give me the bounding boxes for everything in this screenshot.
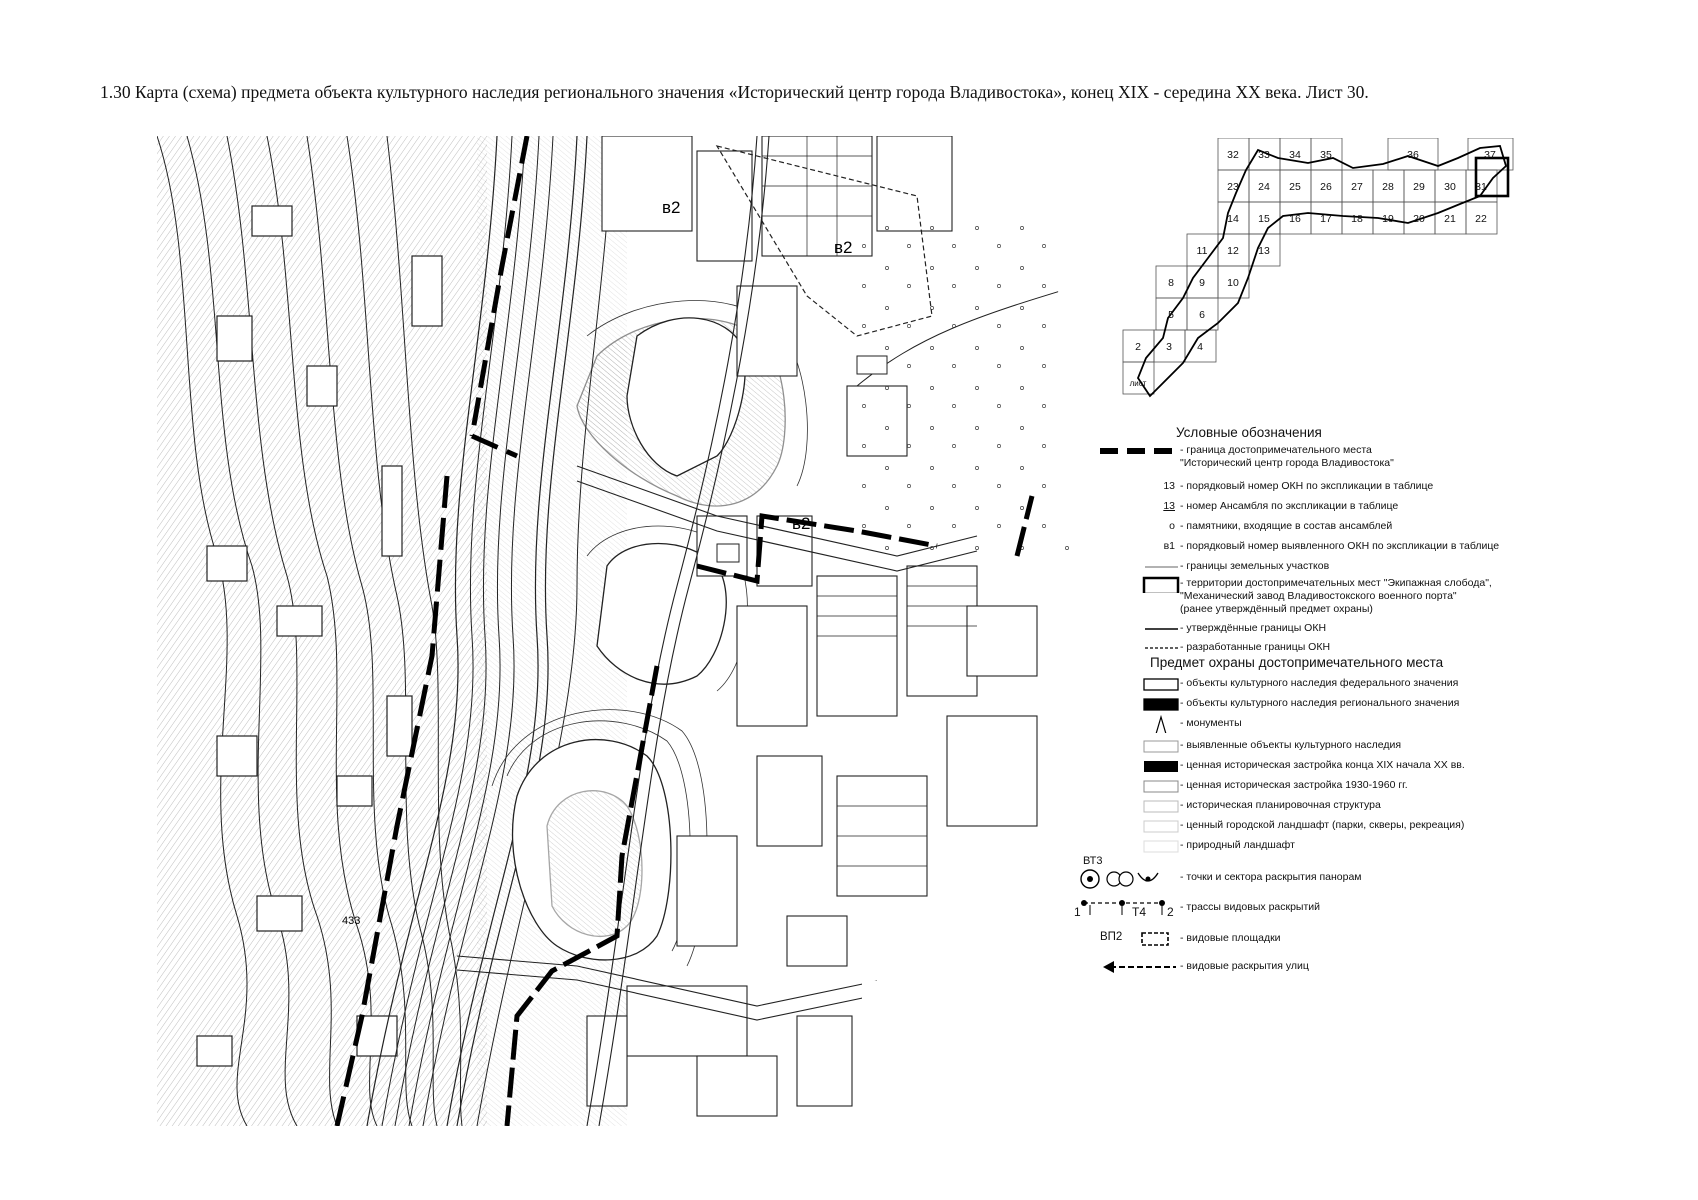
sheet-label-36: 36 xyxy=(1407,149,1419,161)
sheet-label-27: 27 xyxy=(1351,181,1363,193)
legend-label-approved-boundary: - утверждённые границы ОКН xyxy=(1180,622,1327,634)
sheet-label-5: 5 xyxy=(1168,309,1174,321)
legend-prefix-track-2: 2 xyxy=(1167,905,1174,919)
legend-label-natural-landscape: - природный ландшафт xyxy=(1180,839,1295,851)
legend-label-valuable-19c: - ценная историческая застройка конца XIX начала XX вв. xyxy=(1180,759,1465,771)
sheet-label-20: 20 xyxy=(1413,213,1425,225)
legend-label-land-plots: - границы земельных участков xyxy=(1180,560,1330,572)
legend-label-identified-heritage: - выявленные объекты культурного наследия xyxy=(1180,739,1402,751)
legend-symbol-thin-line xyxy=(1070,558,1180,576)
viewpoint-icon xyxy=(1070,867,1180,893)
legend-heading: Условные обозначения xyxy=(1176,425,1322,440)
sheet-label-6: 6 xyxy=(1199,309,1205,321)
legend-symbol-filled-box xyxy=(1070,695,1180,713)
legend-item-regional-okn xyxy=(1070,695,1630,713)
map-label-b2-center: в2 xyxy=(792,514,811,533)
legend-item-approved-boundary xyxy=(1070,620,1630,638)
sheet-label-21: 21 xyxy=(1444,213,1456,225)
sheet-label-31: 31 xyxy=(1475,181,1487,193)
legend-label-okn-number: - порядковый номер ОКН по экспликации в таблице xyxy=(1180,480,1434,492)
sheet-label-23: 23 xyxy=(1227,181,1239,193)
legend-prefix-13: 13 xyxy=(1163,480,1175,492)
legend-symbol-faintest-box xyxy=(1070,837,1180,855)
sheet-label-18: 18 xyxy=(1351,213,1363,225)
legend-label-sights-1: - территории достопримечательных мест "Экипажная слобода", xyxy=(1180,577,1492,589)
legend-item-urban-landscape xyxy=(1070,817,1630,835)
sheet-label-11: 11 xyxy=(1196,245,1208,257)
map-legend xyxy=(1070,415,1630,975)
sheet-index-map xyxy=(1108,138,1528,413)
map-label-433: 433 xyxy=(342,915,361,927)
legend-item-land-plots xyxy=(1070,558,1630,576)
sheet-label-33: 33 xyxy=(1258,149,1270,161)
legend-item-okn-number xyxy=(1070,478,1630,496)
legend-prefix-track-t4: Т4 xyxy=(1132,905,1147,919)
viewing-platform-icon xyxy=(1070,930,1180,948)
legend-prefix-circle: о xyxy=(1169,520,1175,532)
sheet-label-35: 35 xyxy=(1320,149,1332,161)
legend-label-sights-3: (ранее утверждённый предмет охраны) xyxy=(1180,603,1373,615)
legend-prefix-v1: в1 xyxy=(1163,540,1175,552)
sheet-label-34: 34 xyxy=(1289,149,1301,161)
sheet-label-19: 19 xyxy=(1382,213,1394,225)
legend-item-heritage-boundary xyxy=(1070,442,1630,469)
legend-item-valuable-19c xyxy=(1070,757,1630,775)
sheet-label-25: 25 xyxy=(1289,181,1301,193)
legend-item-ensemble-number xyxy=(1070,498,1630,516)
legend-label-identified-okn: - порядковый номер выявленного ОКН по экспликации в таблице xyxy=(1180,540,1500,552)
legend-symbol-pale-box xyxy=(1070,797,1180,815)
sheet-label-8: 8 xyxy=(1168,277,1174,289)
sheet-label-17: 17 xyxy=(1320,213,1332,225)
legend-label-ensemble-number: - номер Ансамбля по экспликации в таблице xyxy=(1180,500,1399,512)
hillside-terrain xyxy=(157,136,487,1126)
legend-label-federal-okn: - объекты культурного наследия федерального значения xyxy=(1180,677,1459,689)
sheet-label-10: 10 xyxy=(1227,277,1239,289)
legend-label-view-tracks: - трассы видовых раскрытий xyxy=(1180,901,1321,913)
sheet-label-corner: лист xyxy=(1129,379,1147,388)
legend-symbol-gray-box xyxy=(1070,777,1180,795)
triangle-icon xyxy=(1070,715,1180,733)
legend-label-valuable-1930: - ценная историческая застройка 1930-1960 гг. xyxy=(1180,779,1408,791)
legend-symbol-open-box xyxy=(1070,675,1180,693)
sheet-label-26: 26 xyxy=(1320,181,1332,193)
legend-label-developed-boundary: - разработанные границы ОКН xyxy=(1180,641,1331,653)
legend-prefix-vp2: ВП2 xyxy=(1100,931,1123,943)
legend-item-sights-territories xyxy=(1070,575,1630,615)
legend-label-street-views: - видовые раскрытия улиц xyxy=(1180,960,1309,972)
sheet-label-22: 22 xyxy=(1475,213,1487,225)
legend-label-urban-landscape: - ценный городской ландшафт (парки, скверы, рекреация) xyxy=(1180,819,1465,831)
legend-item-federal-okn xyxy=(1070,675,1630,693)
legend-item-view-tracks xyxy=(1070,895,1630,925)
legend-label-sights-2: "Механический завод Владивостокского военного порта" xyxy=(1180,590,1457,602)
sheet-label-13: 13 xyxy=(1258,245,1270,257)
legend-item-viewing-platforms xyxy=(1070,930,1630,948)
legend-label-panorama-points: - точки и сектора раскрытия панорам xyxy=(1180,871,1362,883)
sheet-label-15: 15 xyxy=(1258,213,1270,225)
legend-symbol-black-bar xyxy=(1070,757,1180,775)
sheet-label-16: 16 xyxy=(1289,213,1301,225)
legend-item-panorama-points xyxy=(1070,855,1630,895)
legend-symbol-faint-box xyxy=(1070,817,1180,835)
sheet-label-2: 2 xyxy=(1135,341,1141,353)
arrow-left-icon xyxy=(1070,958,1180,976)
legend-prefix-track-1: 1 xyxy=(1074,905,1081,919)
sheet-label-29: 29 xyxy=(1413,181,1425,193)
legend-label-boundary-2: "Исторический центр города Владивостока" xyxy=(1180,457,1394,469)
legend-label-viewing-platforms: - видовые площадки xyxy=(1180,932,1281,944)
legend-prefix-vt3: ВТ3 xyxy=(1083,855,1103,867)
legend-symbol-light-box xyxy=(1070,737,1180,755)
legend-item-valuable-1930 xyxy=(1070,777,1630,795)
legend-item-monuments xyxy=(1070,715,1630,733)
legend-item-ensemble-monuments xyxy=(1070,518,1630,536)
legend-prefix-13-underlined: 13 xyxy=(1163,500,1175,512)
map-label-b2-east: в2 xyxy=(834,238,853,257)
legend-label-ensemble-monuments: - памятники, входящие в состав ансамблей xyxy=(1180,520,1393,532)
legend-symbol-thick-dashed xyxy=(1070,442,1180,460)
sheet-label-32: 32 xyxy=(1227,149,1239,161)
sheet-label-9: 9 xyxy=(1199,277,1205,289)
legend-symbol-double-rect xyxy=(1070,575,1180,593)
sheet-label-4: 4 xyxy=(1197,341,1203,353)
legend-item-identified-heritage xyxy=(1070,737,1630,755)
sheet-label-14: 14 xyxy=(1227,213,1239,225)
cadastral-map[interactable] xyxy=(157,136,1077,1126)
sea-area xyxy=(857,226,1077,556)
sheet-label-30: 30 xyxy=(1444,181,1456,193)
legend-item-street-views xyxy=(1070,958,1630,976)
sheet-label-3: 3 xyxy=(1166,341,1172,353)
legend-item-identified-okn xyxy=(1070,538,1630,556)
view-track-icon xyxy=(1070,895,1180,925)
legend-label-regional-okn: - объекты культурного наследия регионального значения xyxy=(1180,697,1460,709)
sheet-label-24: 24 xyxy=(1258,181,1270,193)
legend-subheading: Предмет охраны достопримечательного места xyxy=(1150,655,1444,670)
map-sheet-title: 1.30 Карта (схема) предмета объекта культурного наследия регионального значения «Исторический центр города Владивостока», конец XIX - середина XX века. Лист 30. xyxy=(100,82,1369,102)
sheet-label-12: 12 xyxy=(1227,245,1239,257)
legend-symbol-solid-line xyxy=(1070,620,1180,638)
sheet-label-37: 37 xyxy=(1484,149,1496,161)
legend-item-natural-landscape xyxy=(1070,837,1630,855)
sheet-label-28: 28 xyxy=(1382,181,1394,193)
legend-item-planning-structure xyxy=(1070,797,1630,815)
legend-label-monuments: - монументы xyxy=(1180,717,1242,729)
map-label-b2-north: в2 xyxy=(662,198,681,217)
legend-label-planning-structure: - историческая планировочная структура xyxy=(1180,799,1381,811)
legend-label-boundary: - граница достопримечательного места xyxy=(1180,444,1372,456)
